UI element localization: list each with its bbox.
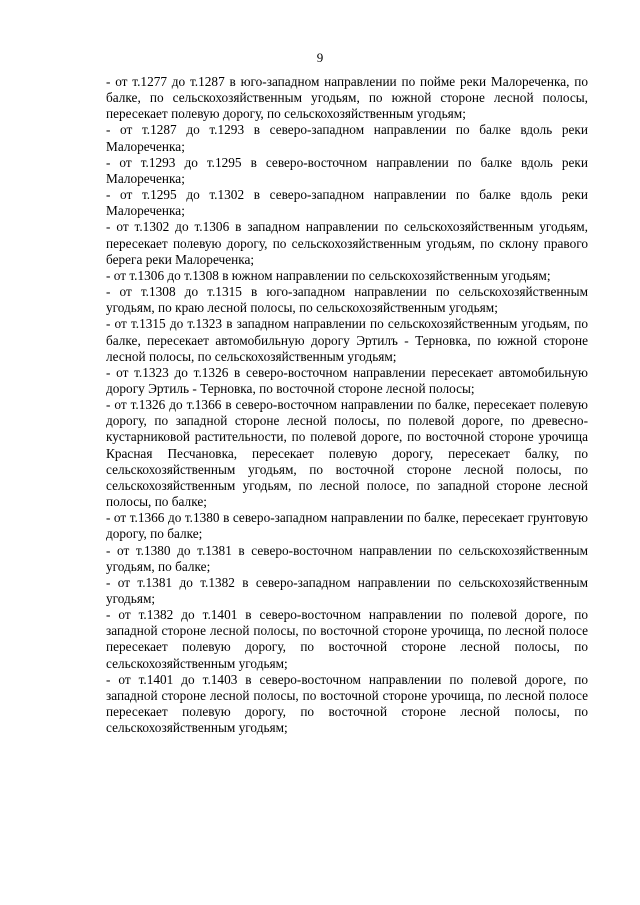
paragraph: - от т.1381 до т.1382 в северо-западном направлении по сельскохозяйственным угодьям; (106, 574, 588, 606)
paragraph: - от т.1287 до т.1293 в северо-западном направлении по балке вдоль реки Малореченка; (106, 122, 588, 154)
paragraph: - от т.1293 до т.1295 в северо-восточном направлении по балке вдоль реки Малореченка; (106, 154, 588, 186)
paragraph: - от т.1380 до т.1381 в северо-восточном направлении по сельскохозяйственным угодьям, по балке; (106, 542, 588, 574)
paragraph: - от т.1306 до т.1308 в южном направлении по сельскохозяйственным угодьям; (106, 267, 551, 283)
page-number: 9 (316, 50, 324, 65)
body-text (106, 74, 588, 736)
paragraph: - от т.1382 до т.1401 в северо-восточном направлении по полевой дороге, по западной стороне лесной полосы, по восточной стороне урочища, по лесной полосе пересекает полевую дорогу, по восточной стороне лесной полосы, по сельскохозяйственным угодьям; (106, 607, 588, 671)
paragraph: - от т.1323 до т.1326 в северо-восточном направлении пересекает автомобильную дорогу Эртиль - Терновка, по восточной стороне лесной полосы; (106, 364, 588, 396)
paragraph: - от т.1302 до т.1306 в западном направлении по сельскохозяйственным угодьям, пересекает полевую дорогу, по сельскохозяйственным угодьям, по склону правого берега реки Малореченка; (106, 219, 588, 267)
paragraph: - от т.1308 до т.1315 в юго-западном направлении по сельскохозяйственным угодьям, по краю лесной полосы, по сельскохозяйственным угодьям; (106, 284, 588, 316)
paragraph: - от т.1295 до т.1302 в северо-западном направлении по балке вдоль реки Малореченка; (106, 187, 588, 219)
paragraph: - от т.1401 до т.1403 в северо-восточном направлении по полевой дороге, по западной стороне лесной полосы, по восточной стороне урочища, по лесной полосе пересекает полевую дорогу, по восточной стороне лесной полосы, по сельскохозяйственным угодьям; (106, 671, 588, 736)
paragraph: - от т.1277 до т.1287 в юго-западном направлении по пойме реки Малореченка, по балке, по сельскохозяйственным угодьям, по южной стороне лесной полосы, пересекает полевую дорогу, по сельскохозяйственным угодьям; (106, 74, 588, 122)
paragraph: - от т.1315 до т.1323 в западном направлении по сельскохозяйственным угодьям, по балке, пересекает автомобильную дорогу Эртилъ - Терновка, по южной стороне лесной полосы, по сельскохозяйственным угодьям; (106, 316, 588, 364)
paragraph: - от т.1326 до т.1366 в северо-восточном направлении по балке, пересекает полевую дорогу, по западной стороне лесной полосы, по полевой дороге, по древесно-кустарниковой растительности, по полевой дороге, по восточной стороне урочища Красная Песчановка, пересекает полевую дорогу, пересекает балку, по сельскохозяйственным угодьям, по восточной стороне лесной полосы, по сельскохозяйственным угодьям, по лесной полосе, по западной стороне лесной полосы, по балке; (106, 397, 588, 510)
paragraph: - от т.1366 до т.1380 в северо-западном направлении по балке, пересекает грунтовую дорогу, по балке; (106, 510, 588, 542)
